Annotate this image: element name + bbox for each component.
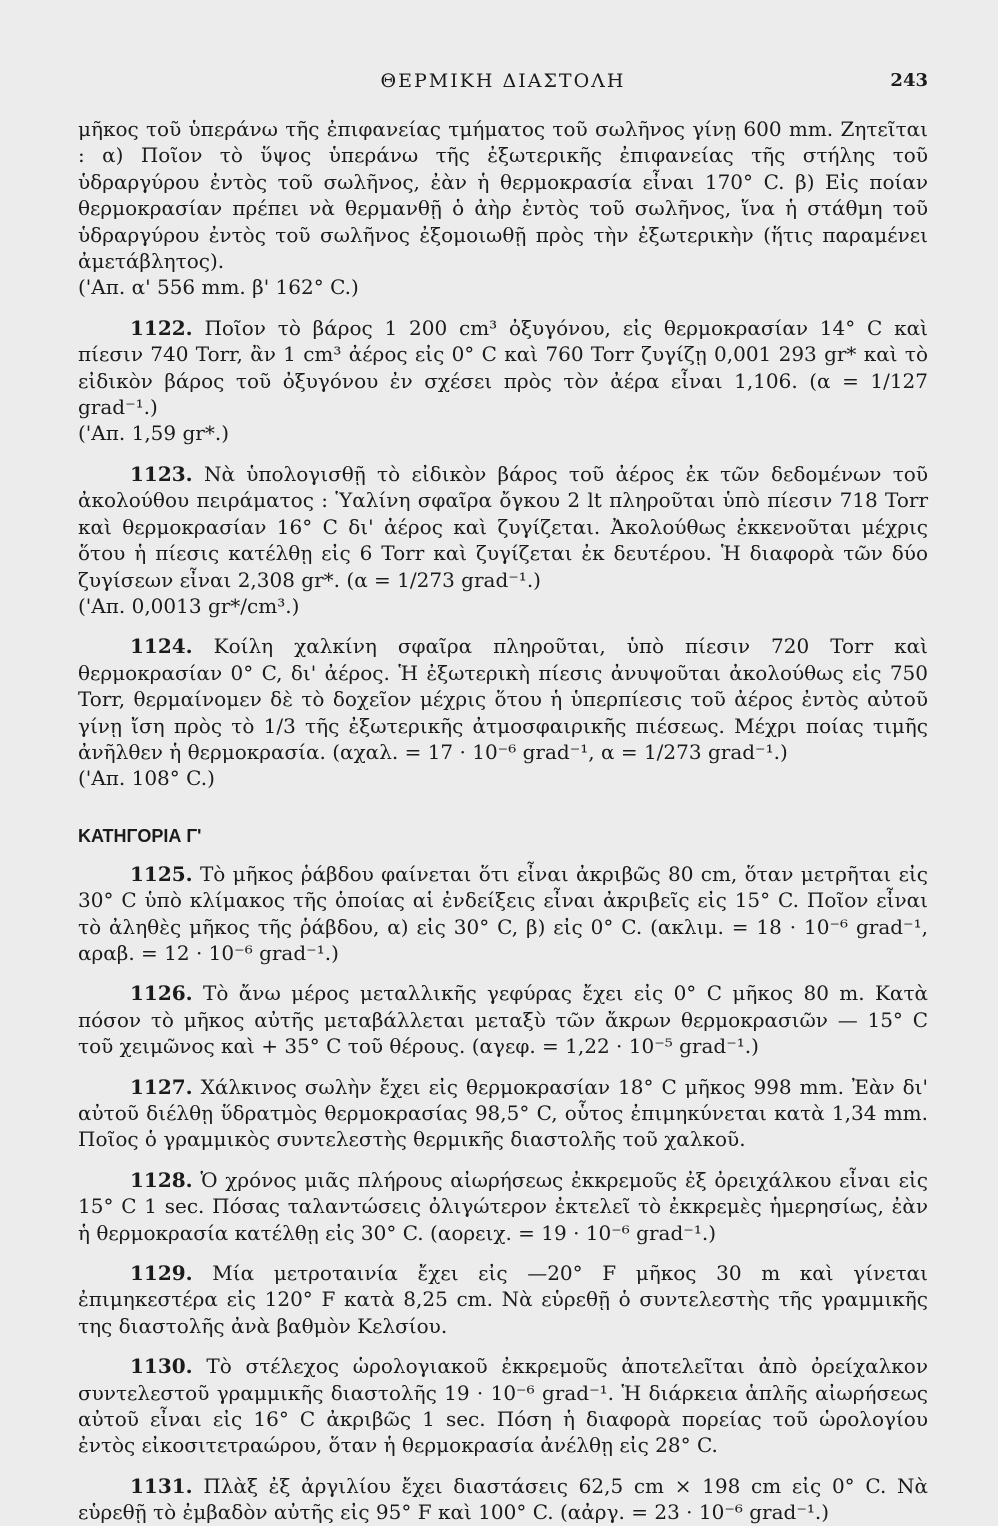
problem-number: 1122. (130, 315, 193, 340)
running-title: ΘΕΡΜΙΚΗ ΔΙΑΣΤΟΛΗ (380, 70, 626, 92)
running-header (78, 70, 928, 100)
problem-text: Πλὰξ ἐξ ἀργιλίου ἔχει διαστάσεις 62,5 cm × 198 cm εἰς 0° C. Νὰ εὑρεθῇ τὸ ἐμβαδὸν αὐτῆς εἰς 95° F καὶ 100° C. (αἀργ. = 23 · 10⁻⁶ grad⁻¹.) (78, 1473, 928, 1525)
problem-number: 1126. (130, 981, 193, 1006)
problem-text: Τὸ ἄνω μέρος μεταλλικῆς γεφύρας ἔχει εἰς 0° C μῆκος 80 m. Κατὰ πόσον τὸ μῆκος αὐτῆς μεταβάλλεται μεταξὺ τῶν ἄκρων θερμοκρασιῶν — 15° C τοῦ χειμῶνος καὶ + 35° C τοῦ θέρους. (αγεφ. = 1,22 · 10⁻⁵ grad⁻¹.) (78, 981, 929, 1059)
problem-text: Ποῖον τὸ βάρος 1 200 cm³ ὀξυγόνου, εἰς θερμοκρασίαν 14° C καὶ πίεσιν 740 Torr, ἂν 1 cm³ ἀέρος εἰς 0° C καὶ 760 Torr ζυγίζῃ 0,001 293 gr* καὶ τὸ εἰδικὸν βάρος τοῦ ὀξυγόνου ἐν σχέσει πρὸς τὸν ἀέρα εἶναι 1,106. (α = 1/127 grad⁻¹.) (78, 315, 928, 420)
page-body (78, 116, 928, 1526)
problem-number: 1124. (130, 634, 193, 659)
problem-1130 (78, 1353, 928, 1459)
problem-number: 1127. (130, 1074, 193, 1099)
problem-1122 (78, 315, 928, 447)
problem-text: Νὰ ὑπολογισθῇ τὸ εἰδικὸν βάρος τοῦ ἀέρος ἐκ τῶν δεδομένων τοῦ ἀκολούθου πειράματος : Ὑαλίνη σφαῖρα ὄγκου 2 lt πληροῦται ὑπὸ πίεσιν 718 Torr καὶ θερμοκρασίαν 16° C δι' ἀέρος καὶ ζυγίζεται. Ἀκολούθως ἐκκενοῦται μέχρις ὅτου ἡ πίεσις κατέλθῃ εἰς 6 Torr καὶ ζυγίζεται ἐκ δευτέρου. Ἡ διαφορὰ τῶν δύο ζυγίσεων εἶναι 2,308 gr*. (α = 1/273 grad⁻¹.) (78, 461, 928, 592)
problem-text: Χάλκινος σωλὴν ἔχει εἰς θερμοκρασίαν 18° C μῆκος 998 mm. Ἐὰν δι' αὐτοῦ διέλθῃ ὕδρατμὸς θερμοκρασίας 98,5° C, οὗτος ἐπιμηκύνεται κατὰ 1,34 mm. Ποῖος ὁ γραμμικὸς συντελεστὴς θερμικῆς διαστολῆς τοῦ χαλκοῦ. (78, 1074, 928, 1152)
problem-text: Τὸ στέλεχος ὡρολογιακοῦ ἐκκρεμοῦς ἀποτελεῖται ἀπὸ ὀρείχαλκον συντελεστοῦ γραμμικῆς διαστολῆς 19 · 10⁻⁶ grad⁻¹. Ἡ διάρκεια ἁπλῆς αἰωρήσεως αὐτοῦ εἶναι εἰς 16° C ἀκριβῶς 1 sec. Πόση ἡ διαφορὰ πορείας τοῦ ὡρολογίου ἐντὸς εἰκοσιτετραώρου, ὅταν ἡ θερμοκρασία ἀνέλθῃ εἰς 28° C. (78, 1354, 928, 1458)
problem-text: Ὁ χρόνος μιᾶς πλήρους αἰωρήσεως ἐκκρεμοῦς ἐξ ὀρειχάλκου εἶναι εἰς 15° C 1 sec. Πόσας ταλαντώσεις ὀλιγώτερον ἐκτελεῖ τὸ ἐκκρεμὲς ἡμερησίως, ἐὰν ἡ θερμοκρασία κατέλθῃ εἰς 30° C. (αορειχ. = 19 · 10⁻⁶ grad⁻¹.) (78, 1167, 928, 1245)
problem-number: 1123. (130, 461, 193, 486)
problem-text: Τὸ μῆκος ῥάβδου φαίνεται ὅτι εἶναι ἀκριβῶς 80 cm, ὅταν μετρῆται εἰς 30° C ὑπὸ κλίμακος τῆς ὁποίας αἱ ἐνδείξεις εἶναι ἀκριβεῖς εἰς 15° C. Ποῖον εἶναι τὸ ἀληθὲς μῆκος τῆς ῥάβδου, α) εἰς 30° C, β) εἰς 0° C. (ακλιμ. = 18 · 10⁻⁶ grad⁻¹, αραβ. = 12 · 10⁻⁶ grad⁻¹.) (78, 861, 928, 965)
problem-1124 (78, 633, 928, 791)
problem-text: Κοίλη χαλκίνη σφαῖρα πληροῦται, ὑπὸ πίεσιν 720 Torr καὶ θερμοκρασίαν 0° C, δι' ἀέρος. Ἡ ἐξωτερικὴ πίεσις ἀνυψοῦται ἀκολούθως εἰς 750 Torr, θερμαίνομεν δὲ τὸ δοχεῖον μέχρις ὅτου ἡ ὑπερπίεσις τοῦ ἀέρος ἐντὸς αὐτοῦ γίνῃ ἴση πρὸς τὸ 1/3 τῆς ἐξωτερικῆς ἀτμοσφαιρικῆς πιέσεως. Μέχρι ποίας τιμῆς ἀνῆλθεν ἡ θερμοκρασία. (αχαλ. = 17 · 10⁻⁶ grad⁻¹, α = 1/273 grad⁻¹.) (78, 634, 928, 764)
problem-text: Μία μετροταινία ἔχει εἰς —20° F μῆκος 30 m καὶ γίνεται ἐπιμηκεστέρα εἰς 120° F κατὰ 8,25 cm. Νὰ εὑρεθῇ ὁ συντελεστὴς τῆς γραμμικῆς της διαστολῆς ἀνὰ βαθμὸν Κελσίου. (78, 1261, 929, 1338)
problem-1127 (78, 1074, 928, 1153)
problem-1129 (78, 1260, 928, 1339)
problem-number: 1130. (130, 1354, 193, 1379)
problem-number: 1125. (130, 861, 193, 886)
intro-answer: ('Απ. α' 556 mm. β' 162° C.) (78, 275, 359, 300)
problem-number: 1131. (130, 1473, 193, 1498)
problem-1126 (78, 980, 928, 1059)
intro-paragraph (78, 116, 928, 301)
problem-number: 1128. (130, 1167, 193, 1192)
problem-1125 (78, 861, 928, 967)
problem-number: 1129. (130, 1261, 193, 1286)
problem-answer: ('Απ. 108° C.) (78, 766, 215, 791)
problem-1131 (78, 1473, 928, 1526)
page-number: 243 (890, 70, 928, 91)
intro-text: μῆκος τοῦ ὑπεράνω τῆς ἐπιφανείας τμήματος τοῦ σωλῆνος γίνῃ 600 mm. Ζητεῖται : α) Ποῖον τὸ ὕψος ὑπεράνω τῆς ἐξωτερικῆς ἐπιφανείας τῆς στήλης τοῦ ὑδραργύρου ἐντὸς τοῦ σωλῆνος, ἐὰν ἡ θερμοκρασία εἶναι 170° C. β) Εἰς ποίαν θερμοκρασίαν πρέπει νὰ θερμανθῇ ὁ ἀὴρ ἐντὸς τοῦ σωλῆνος, ἵνα ἡ στάθμη τοῦ ὑδραργύρου ἐντὸς τοῦ σωλῆνος ἐξομοιωθῇ πρὸς τὴν ἐξωτερικὴν (ἥτις παραμένει ἀμετάβλητος). (78, 117, 928, 274)
problem-1128 (78, 1167, 928, 1246)
problem-answer: ('Απ. 0,0013 gr*/cm³.) (78, 593, 300, 618)
problem-answer: ('Απ. 1,59 gr*.) (78, 421, 230, 446)
book-page (78, 0, 929, 1525)
problem-1123 (78, 461, 928, 619)
section-heading: ΚΑΤΗΓΟΡΙΑ Γ' (78, 825, 202, 846)
